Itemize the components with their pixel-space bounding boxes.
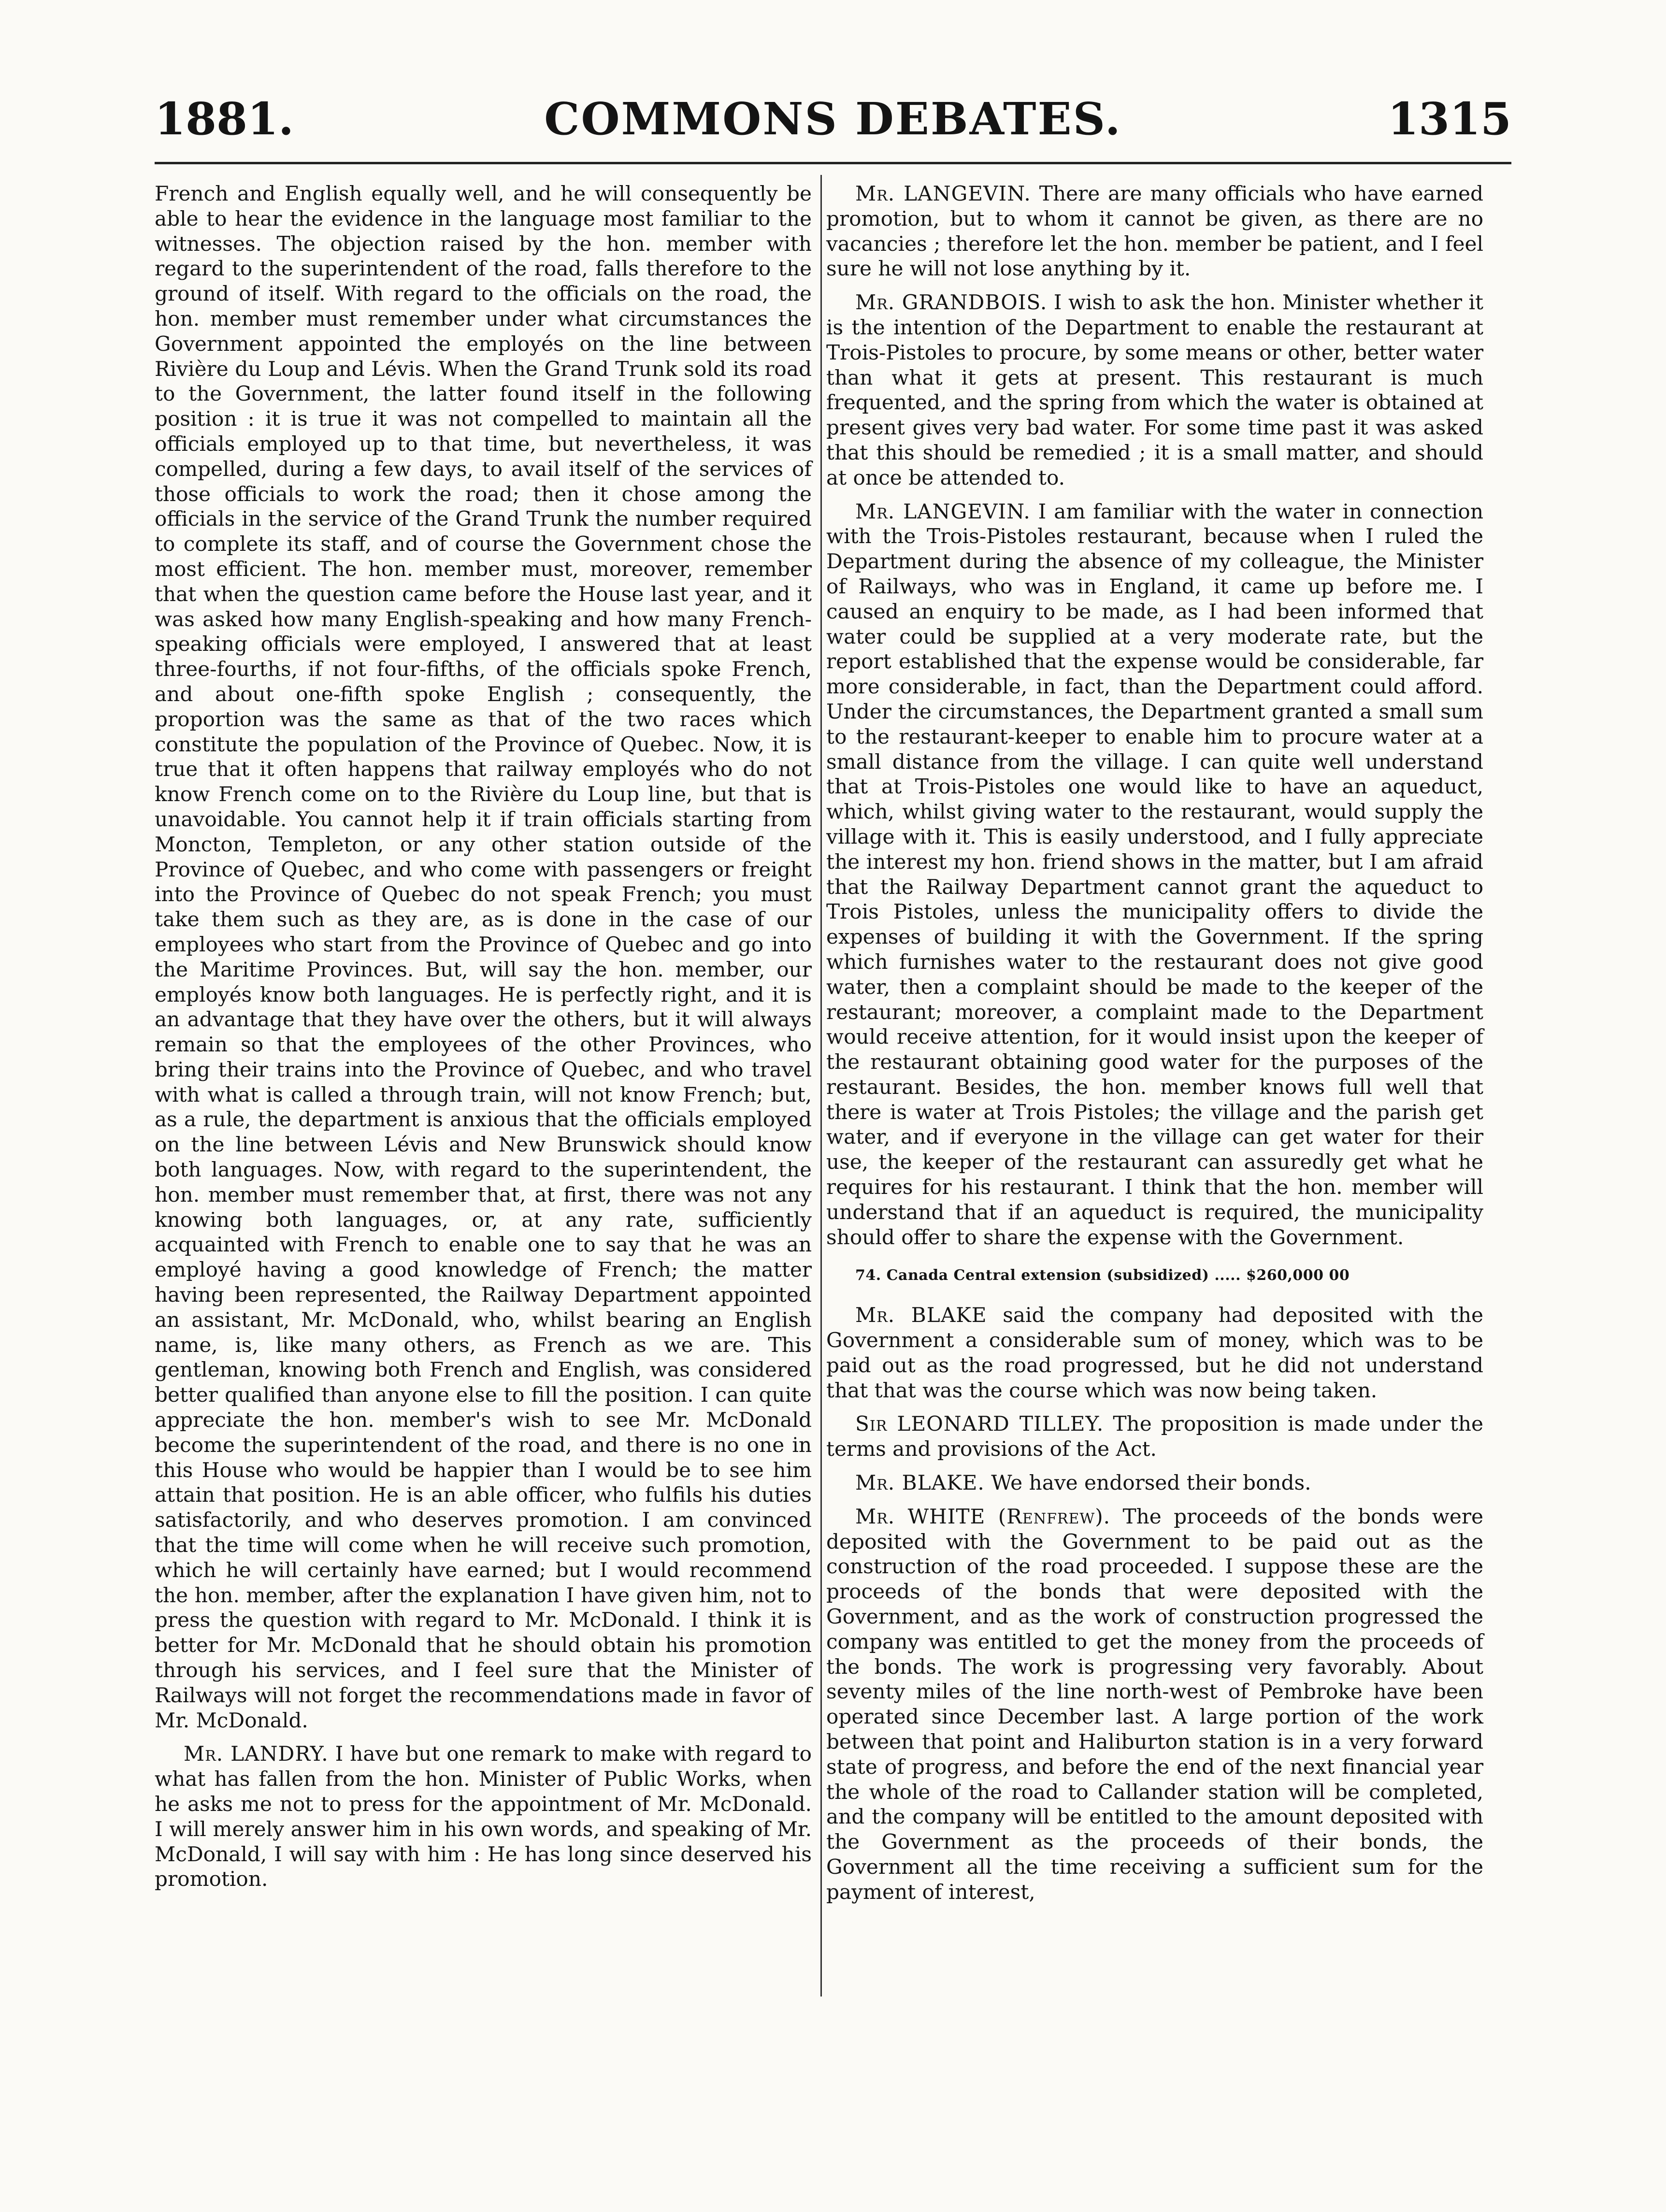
paragraph-text: I am familiar with the water in connection with the Trois-Pistoles restaurant, because when I ruled the Department during the absence of my colleague, the Minister of Railways, who was in England, it came up before me. I caused an enquiry to be made, as I had been informed that water could be supplied at a very moderate rate, but the report established that the expense would be considerable, far more considerable, in fact, than the Department could afford. Under the circumstances, the Department granted a small sum to the restaurant-keeper to enable him to procure water at a small distance from the village. I can quite well understand that at Trois-Pistoles one would like to have an aqueduct, which, whilst giving water to the restaurant, would supply the village with it. This is easily understood, and I fully appreciate the interest my hon. friend shows in the matter, but I am afraid that the Railway Department cannot grant the aqueduct to Trois Pistoles, unless the municipality offers to divide the expenses of building it with the Government. If the spring which furnishes water to the restaurant does not give good water, then a complaint should be made to the keeper of the restaurant; moreover, a complaint made to the Department would receive attention, for it would insist upon the keeper of the restaurant obtaining good water for the purposes of the restaurant. Besides, the hon. member knows full well that there is water at Trois Pistoles; the village and the parish get water, and if everyone in the village can get water for their use, the keeper of the restaurant can assuredly get what he requires for his restaurant. I think that the hon. member will understand that if an aqueduct is required, the municipality should offer to share the expense with the Government. — [826, 499, 1483, 1249]
speaker-name: Mr. LANGEVIN. — [855, 499, 1031, 523]
paragraph — [826, 181, 1483, 281]
speaker-name: Mr. WHITE (Renfrew). — [855, 1504, 1111, 1528]
page-header — [155, 93, 1511, 169]
header-title: COMMONS DEBATES. — [544, 93, 1122, 145]
left-column — [155, 181, 812, 1900]
speaker-name: Mr. BLAKE — [855, 1303, 987, 1327]
column-divider — [820, 175, 822, 1997]
header-page-number: 1315 — [1387, 93, 1511, 145]
paragraph — [826, 290, 1483, 490]
paragraph — [155, 181, 812, 1733]
speaker-name: Mr. LANGEVIN. — [855, 182, 1031, 205]
paragraph — [826, 1470, 1483, 1495]
right-column — [826, 181, 1483, 1913]
supply-vote-item: 74. Canada Central extension (subsidized) ..... $260,000 00 — [855, 1267, 1350, 1284]
paragraph-text: The proposition is made under the terms and provisions of the Act. — [826, 1412, 1483, 1461]
paragraph — [826, 1411, 1483, 1462]
paragraph-text: The proceeds of the bonds were deposited with the Government to be paid out as the construction of the road proceeded. I suppose these are the proceeds of the bonds that were deposited with the Government, and as the work of construction progressed the company was entitled to get the money from the proceeds of the bonds. The work is progressing very favorably. About seventy miles of the line north-west of Pembroke have been operated since December last. A large portion of the work between that point and Haliburton station is in a very forward state of progress, and before the end of the next financial year the whole of the road to Callander station will be completed, and the company will be entitled to the amount deposited with the Government as the proceeds of their bonds, the Government all the time receiving a sufficient sum for the payment of interest, — [826, 1504, 1483, 1904]
paragraph-text: There are many officials who have earned promotion, but to whom it cannot be given, as there are no vacancies ; therefore let the hon. member be patient, and I feel sure he will not lose anything by it. — [826, 182, 1483, 281]
paragraph — [826, 499, 1483, 1250]
header-rule — [155, 162, 1511, 164]
paragraph-text: said the company had deposited with the Government a considerable sum of money, which was to be paid out as the road progressed, but he did not understand that that was the course which was now being taken. — [826, 1303, 1484, 1402]
paragraph — [155, 1741, 812, 1892]
speaker-name: Mr. BLAKE. — [855, 1471, 985, 1495]
speaker-name: Mr. LANDRY. — [184, 1742, 329, 1766]
speaker-name: Mr. GRANDBOIS. — [855, 290, 1048, 315]
paragraph-text: We have endorsed their bonds. — [984, 1471, 1311, 1495]
paragraph — [826, 1303, 1483, 1403]
paragraph — [826, 1504, 1483, 1905]
header-year: 1881. — [155, 93, 294, 145]
paragraph-text: I wish to ask the hon. Minister whether it is the intention of the Department to enable the restaurant at Trois-Pistoles to procure, by some means or other, better water than what it gets at present. This restaurant is much frequented, and the spring from which the water is obtained at present gives very bad water. For some time past it was asked that this should be remedied ; it is a small matter, and should at once be attended to. — [826, 290, 1483, 489]
paragraph-text: I have but one remark to make with regard to what has fallen from the hon. Minister of Public Works, when he asks me not to press for the appointment of Mr. McDonald. I will merely answer him in his own words, and speaking of Mr. McDonald, I will say with him : He has long since deserved his promotion. — [155, 1742, 812, 1891]
paragraph-text: French and English equally well, and he will consequently be able to hear the evidence in the language most familiar to the witnesses. The objection raised by the hon. member with regard to the superintendent of the road, falls therefore to the ground of itself. With regard to the officials on the road, the hon. member must remember under what circumstances the Government appointed the employés on the line between Rivière du Loup and Lévis. When the Grand Trunk sold its road to the Government, the latter found itself in the following position : it is true it was not compelled to maintain all the officials employed up to that time, but nevertheless, it was compelled, during a few days, to avail itself of the services of those officials to work the road; then it chose among the officials in the service of the Grand Trunk the number required to complete its staff, and of course the Government chose the most efficient. The hon. member must, moreover, remember that when the question came before the House last year, and it was asked how many English-speaking and how many French-speaking officials were employed, I answered that at least three-fourths, if not four-fifths, of the officials spoke French, and about one-fifth spoke English ; consequently, the proportion was the same as that of the two races which constitute the population of the Province of Quebec. Now, it is true that it often happens that railway employés who do not know French come on to the Rivière du Loup line, but that is unavoidable. You cannot help it if train officials starting from Moncton, Templeton, or any other station outside of the Province of Quebec, and who come with passengers or freight into the Province of Quebec do not speak French; you must take them such as they are, as is done in the case of our employees who start from the Province of Quebec and go into the Maritime Provinces. But, will say the hon. member, our employés know both languages. He is perfectly right, and it is an advantage that they have over the others, but it will always remain so that the employees of the other Provinces, who bring their trains into the Province of Quebec, and who travel with what is called a through train, will not know French; but, as a rule, the department is anxious that the officials employed on the line between Lévis and New Brunswick should know both languages. Now, with regard to the superintendent, the hon. member must remember that, at first, there was not any knowing both languages, or, at any rate, sufficiently acquainted with French to enable one to say that he was an employé having a good knowledge of French; the matter having been represented, the Railway Department appointed an assistant, Mr. McDonald, who, whilst bearing an English name, is, like many others, as French as we are. This gentleman, knowing both French and English, was considered better qualified than anyone else to fill the position. I can quite appreciate the hon. member's wish to see Mr. McDonald become the superintendent of the road, and there is no one in this House who would be happier than I would be to see him attain that position. He is an able officer, who fulfils his duties satisfactorily, and who deserves promotion. I am convinced that the time will come when he will receive such promotion, which he will certainly have earned; but I would recommend the hon. member, after the explanation I have given him, not to press the question with regard to Mr. McDonald. I think it is better for Mr. McDonald that he should obtain his promotion through his services, and I feel sure that the Minister of Railways will not forget the recommendations made in favor of Mr. McDonald. — [155, 182, 812, 1732]
speaker-name: Sir LEONARD TILLEY. — [855, 1412, 1104, 1436]
